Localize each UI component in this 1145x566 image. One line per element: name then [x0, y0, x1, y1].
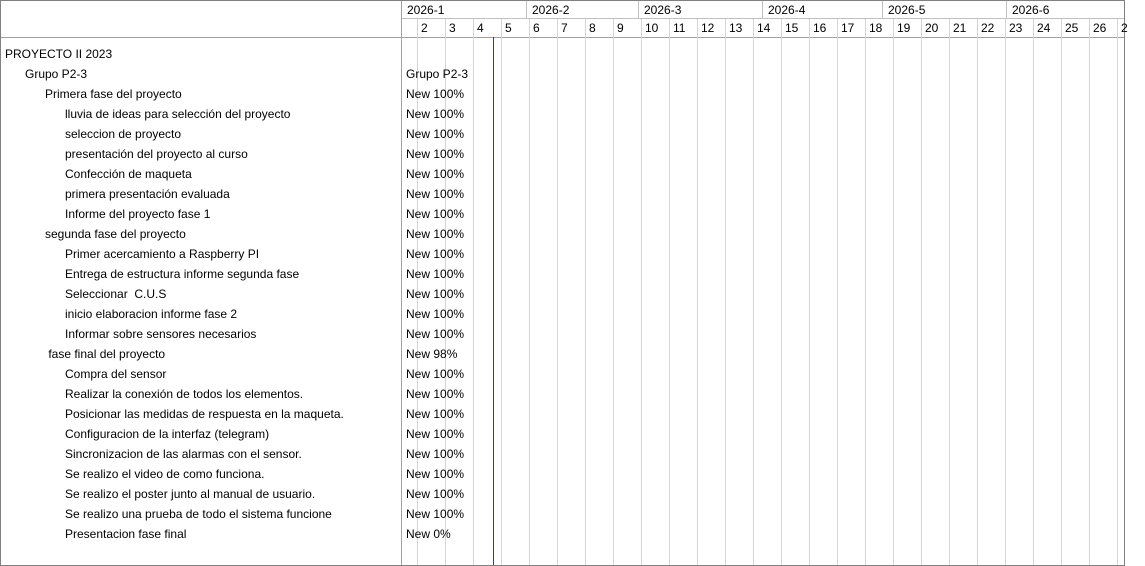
month-label: 2026-4 [762, 1, 882, 18]
task-status-label: New 100% [406, 447, 465, 461]
month-label: 2026-1 [407, 3, 445, 17]
week-gridline [1005, 19, 1006, 565]
task-name: Primer acercamiento a Raspberry PI [65, 247, 260, 261]
week-label: 15 [785, 21, 799, 35]
task-status-label: New 100% [406, 207, 465, 221]
task-tree-header [1, 1, 401, 38]
week-gridline [613, 19, 614, 565]
week-gridline [1089, 19, 1090, 565]
task-name: Se realizo el video de como funciona. [65, 467, 265, 481]
week-gridline [949, 19, 950, 565]
month-label: 2026-5 [882, 1, 1006, 18]
task-row-name[interactable] [1, 344, 165, 364]
week-label: 8 [589, 21, 596, 35]
task-name: Entrega de estructura informe segunda fase [65, 267, 300, 281]
task-row-name[interactable] [1, 244, 259, 264]
task-status-label: New 100% [406, 247, 465, 261]
gantt-timeline-pane [402, 1, 1128, 565]
week-label: 19 [897, 21, 911, 35]
task-row-name[interactable] [1, 224, 186, 244]
task-name: segunda fase del proyecto [45, 227, 186, 241]
week-gridline [865, 19, 866, 565]
week-gridline [809, 19, 810, 565]
task-row-name[interactable] [1, 184, 230, 204]
task-name: lluvia de ideas para selección del proyecto [65, 107, 291, 121]
task-name: PROYECTO II 2023 [5, 47, 113, 61]
task-row-name[interactable] [1, 484, 315, 504]
task-row-name[interactable] [1, 504, 332, 524]
task-status-label: New 100% [406, 127, 465, 141]
week-label: 16 [813, 21, 827, 35]
week-label: 18 [869, 21, 883, 35]
week-label: 6 [533, 21, 540, 35]
task-row-name[interactable] [1, 164, 192, 184]
week-label: 12 [701, 21, 715, 35]
week-gridline [697, 19, 698, 565]
week-gridline [669, 19, 670, 565]
task-status-label: New 100% [406, 427, 465, 441]
task-row-name[interactable] [1, 284, 166, 304]
task-status-label: New 100% [406, 227, 465, 241]
task-name: seleccion de proyecto [65, 127, 182, 141]
task-row-name[interactable] [1, 444, 302, 464]
week-label: 21 [953, 21, 967, 35]
week-label: 9 [617, 21, 624, 35]
task-name: inicio elaboracion informe fase 2 [65, 307, 238, 321]
week-label: 4 [477, 21, 484, 35]
task-row-name[interactable] [1, 264, 299, 284]
task-name: Configuracion de la interfaz (telegram) [65, 427, 270, 441]
task-status-label: New 100% [406, 287, 465, 301]
task-status-label: New 100% [406, 167, 465, 181]
week-gridline [641, 19, 642, 565]
task-status-label: New 100% [406, 507, 465, 521]
week-gridline [501, 19, 502, 565]
task-name: Realizar la conexión de todos los elementos. [65, 387, 304, 401]
task-name: Informe del proyecto fase 1 [65, 207, 211, 221]
week-label: 3 [449, 21, 456, 35]
week-label: 20 [925, 21, 939, 35]
week-gridline [725, 19, 726, 565]
task-name: Sincronizacion de las alarmas con el sensor. [65, 447, 302, 461]
week-label: 22 [981, 21, 995, 35]
task-row-name[interactable] [1, 464, 264, 484]
week-label: 14 [757, 21, 771, 35]
week-label: 25 [1065, 21, 1079, 35]
task-status-label: New 100% [406, 407, 465, 421]
task-name: presentación del proyecto al curso [65, 147, 248, 161]
week-label: 23 [1009, 21, 1023, 35]
task-row-name[interactable] [1, 524, 186, 544]
task-name: Primera fase del proyecto [45, 87, 182, 101]
week-gridline [753, 19, 754, 565]
task-status-label: New 100% [406, 467, 465, 481]
week-gridline [977, 19, 978, 565]
task-status-label: Grupo P2-3 [406, 67, 469, 81]
week-gridline [529, 19, 530, 565]
week-label: 24 [1037, 21, 1051, 35]
week-label: 2 [1121, 21, 1128, 35]
task-row-name[interactable] [1, 104, 290, 124]
week-gridline [1033, 19, 1034, 565]
task-row-name[interactable] [1, 324, 256, 344]
task-status-label: New 100% [406, 187, 465, 201]
month-header-row [402, 1, 1124, 19]
week-gridline [893, 19, 894, 565]
week-header-row [402, 19, 1128, 38]
task-name: Informar sobre sensores necesarios [65, 327, 257, 341]
task-name: Se realizo una prueba de todo el sistema funcione [65, 507, 332, 521]
task-name: Grupo P2-3 [25, 67, 88, 81]
task-name: Seleccionar C.U.S [65, 287, 167, 301]
week-gridline [1117, 19, 1118, 565]
task-row-name[interactable] [1, 124, 181, 144]
week-gridline [557, 19, 558, 565]
week-gridline [921, 19, 922, 565]
task-name: Presentacion fase final [65, 527, 187, 541]
task-status-label: New 100% [406, 307, 465, 321]
week-label: 10 [645, 21, 659, 35]
task-name: Posicionar las medidas de respuesta en la maqueta. [65, 407, 344, 421]
week-gridline [781, 19, 782, 565]
task-status-label: New 100% [406, 367, 465, 381]
week-label: 11 [673, 21, 686, 35]
task-row-name[interactable] [1, 64, 87, 84]
task-row-name[interactable] [1, 304, 237, 324]
task-name: fase final del proyecto [45, 347, 166, 361]
task-status-label: New 100% [406, 87, 465, 101]
today-marker-line [493, 37, 494, 565]
task-row-name[interactable] [1, 364, 166, 384]
task-row-name[interactable] [1, 204, 210, 224]
task-status-label: New 100% [406, 267, 465, 281]
task-name: Se realizo el poster junto al manual de usuario. [65, 487, 316, 501]
week-label: 26 [1093, 21, 1107, 35]
week-label: 13 [729, 21, 743, 35]
week-label: 2 [421, 21, 428, 35]
month-label: 2026-2 [526, 1, 638, 18]
task-status-label: New 100% [406, 107, 465, 121]
week-gridline [585, 19, 586, 565]
week-gridline [837, 19, 838, 565]
task-row-name[interactable] [1, 44, 112, 64]
task-status-label: New 100% [406, 327, 465, 341]
task-status-label: New 100% [406, 487, 465, 501]
task-name: Confección de maqueta [65, 167, 192, 181]
task-row-name[interactable] [1, 424, 269, 444]
month-label: 2026-3 [638, 1, 762, 18]
task-row-name[interactable] [1, 404, 344, 424]
task-status-label: New 0% [406, 527, 451, 541]
task-name: primera presentación evaluada [65, 187, 230, 201]
task-status-label: New 100% [406, 387, 465, 401]
week-label: 17 [841, 21, 855, 35]
task-status-label: New 98% [406, 347, 458, 361]
week-gridline [1061, 19, 1062, 565]
week-label: 7 [561, 21, 568, 35]
task-row-name[interactable] [1, 384, 303, 404]
task-tree-pane [1, 1, 402, 565]
task-name: Compra del sensor [65, 367, 167, 381]
week-label: 5 [505, 21, 512, 35]
month-label: 2026-6 [1006, 1, 1124, 18]
task-row-name[interactable] [1, 144, 248, 164]
task-status-label: New 100% [406, 147, 465, 161]
task-row-name[interactable] [1, 84, 182, 104]
week-gridline [473, 19, 474, 565]
